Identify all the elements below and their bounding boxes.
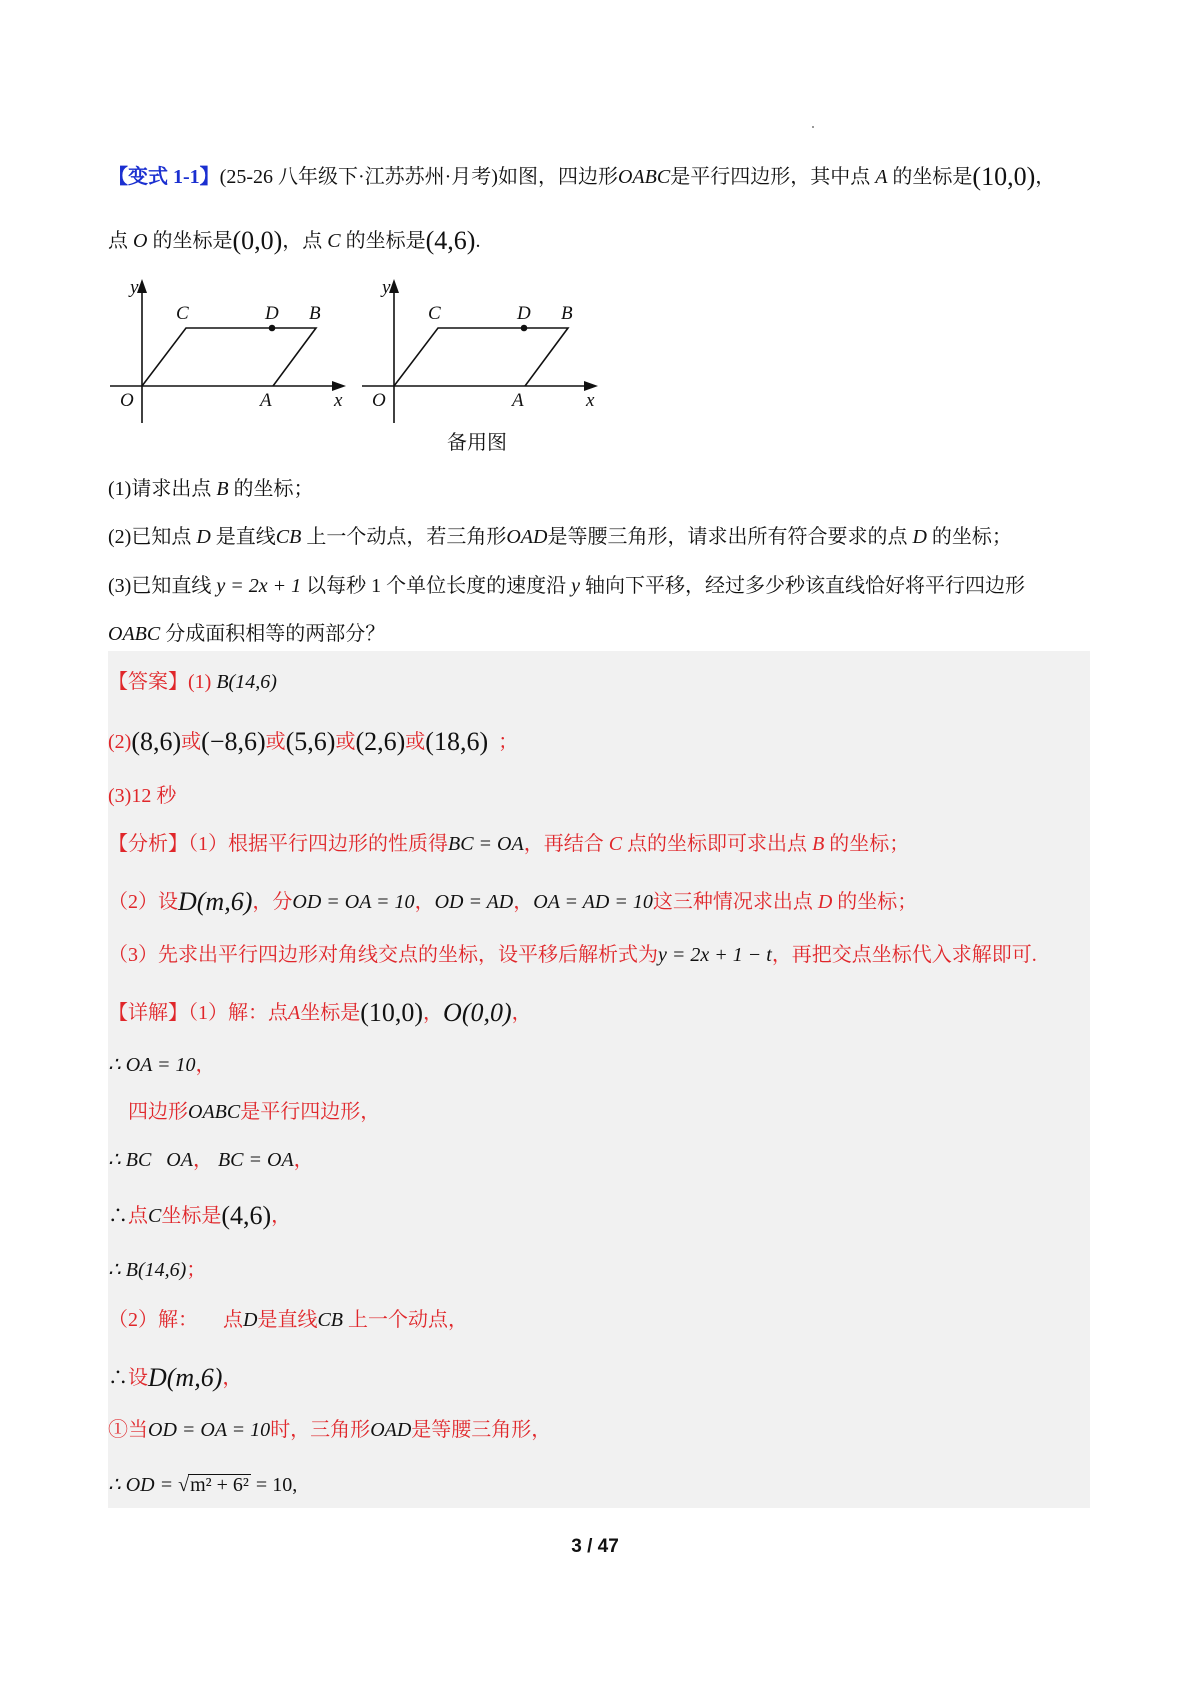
var: CB [317, 1309, 344, 1331]
label-O-2: O [372, 390, 386, 411]
coord: (10,0) [360, 998, 424, 1027]
label-y: y [130, 277, 139, 298]
coord: O(0,0) [443, 998, 512, 1027]
equation: ∴ OA = 10 [108, 1054, 196, 1076]
text: 是等腰三角形， [411, 1419, 552, 1441]
equation: OD = AD [434, 891, 514, 913]
text: ， [271, 1205, 292, 1227]
text: 是等腰三角形，请求出所有符合要求的点 [547, 526, 908, 548]
var: CB [275, 526, 302, 548]
analysis-tag: 【分析】 [108, 833, 188, 855]
text: 或 [405, 731, 426, 753]
label-O: O [120, 390, 134, 411]
answer-tag: 【答案】 [108, 671, 188, 693]
text: （2）解： [108, 1309, 198, 1331]
analysis-line-1 [108, 834, 909, 854]
text: 是直线 [257, 1309, 318, 1331]
problem-line-1 [108, 164, 1055, 190]
equation: OA [166, 1149, 193, 1171]
text: 的坐标； [233, 478, 314, 500]
text: 坐标是 [300, 1002, 361, 1024]
text: ， [192, 1149, 213, 1171]
detail-line-7 [108, 1310, 468, 1330]
var: OABC [188, 1101, 241, 1123]
text: ， [513, 891, 534, 913]
text: 或 [181, 731, 202, 753]
var: B [812, 833, 825, 855]
label-C: C [176, 303, 189, 324]
text: ，分 [252, 891, 293, 913]
answer-value: (5,6) [285, 727, 336, 756]
radicand: m² + 6² [190, 1474, 249, 1496]
text: (2) [108, 731, 132, 753]
equation: BC = OA [448, 833, 524, 855]
var: OAD [370, 1419, 412, 1441]
text: 点的坐标即可求出点 [627, 833, 808, 855]
equation: OD = OA = 10 [292, 891, 415, 913]
text: ， [293, 1149, 314, 1171]
answer-value: (18,6) [425, 727, 489, 756]
label-B-2: B [561, 303, 573, 324]
detail-line-8 [108, 1365, 242, 1391]
label-B: B [309, 303, 321, 324]
text: 或 [335, 731, 356, 753]
label-x: x [334, 390, 343, 411]
analysis-line-3 [108, 945, 1037, 965]
answer-value: (8,6) [131, 727, 182, 756]
var: C [327, 230, 341, 252]
answer-line-2 [108, 729, 518, 755]
text: 以每秒 1 个单位长度的速度沿 [306, 575, 567, 597]
text: 分成面积相等的两部分？ [165, 623, 386, 645]
text: 四边形 [128, 1101, 188, 1123]
equation: D(m,6) [148, 1363, 223, 1392]
problem-line-2 [108, 228, 480, 254]
text: 上一个动点， [348, 1309, 469, 1331]
analysis-line-2 [108, 889, 917, 915]
text: 如图，四边形 [497, 166, 618, 188]
var: OABC [617, 166, 671, 188]
text: 的坐标； [837, 891, 918, 913]
equation: y = 2x + 1 − t [658, 944, 772, 966]
text: ， [1035, 166, 1056, 188]
question-1 [108, 479, 314, 499]
text: ， [222, 1367, 243, 1389]
answer-value: (2,6) [355, 727, 406, 756]
text: 坐标是 [161, 1205, 222, 1227]
var: OAD [506, 526, 548, 548]
text: （1）根据平行四边形的性质得 [188, 833, 448, 855]
problem-source: (25-26 八年级下·江苏苏州·月考) [219, 166, 498, 188]
q-num: (3) [108, 575, 132, 597]
text: ， [414, 891, 435, 913]
text: 上一个动点，若三角形 [306, 526, 507, 548]
page-number: 3 / 47 [571, 1536, 619, 1557]
detail-line-2 [108, 1055, 216, 1075]
text: ，再结合 [523, 833, 604, 855]
var: D [817, 891, 833, 913]
figure-left [110, 279, 346, 423]
text: （1）解：点 [188, 1002, 288, 1024]
text: ， [423, 1002, 444, 1024]
answer-value: B(14,6) [216, 671, 277, 693]
equation: ∴ OD = [108, 1474, 179, 1496]
detail-line-5 [108, 1203, 291, 1229]
question-3 [108, 576, 1025, 596]
label-C-2: C [428, 303, 441, 324]
text: 的坐标是 [892, 166, 973, 188]
var: D [912, 526, 927, 548]
question-3-cont [108, 624, 385, 644]
text: （3）先求出平行四边形对角线交点的坐标，设平移后解析式为 [108, 944, 658, 966]
label-y-2: y [382, 277, 391, 298]
equation: OA = AD = 10 [533, 891, 653, 913]
var: B [216, 478, 229, 500]
text: ； [498, 731, 519, 753]
text: 轴向下平移，经过多少秒该直线恰好将平行四边形 [584, 575, 1025, 597]
text: ； [186, 1259, 207, 1281]
var: C [148, 1205, 162, 1227]
detail-line-3 [128, 1102, 380, 1122]
q-num: (2) [108, 526, 132, 548]
text: 的坐标是 [152, 230, 233, 252]
coord: (0,0) [232, 226, 283, 255]
text: 是平行四边形，其中点 [670, 166, 871, 188]
parallelogram-figures [102, 275, 622, 425]
text: 点 [223, 1309, 243, 1331]
equation: = 10, [250, 1474, 298, 1496]
q-num: (1) [108, 478, 132, 500]
detail-tag: 【详解】 [108, 1002, 188, 1024]
question-2 [108, 527, 1012, 547]
detail-line-6 [108, 1260, 206, 1280]
text: ①当 [108, 1419, 148, 1441]
problem-tag: 【变式 1-1】 [108, 166, 220, 188]
equation: ∴ BC [108, 1149, 152, 1171]
text: (1) [188, 671, 212, 693]
text: 点 [128, 1205, 148, 1227]
detail-line-4 [108, 1150, 314, 1170]
equation: y = 2x + 1 [216, 575, 302, 597]
equation: BC = OA [217, 1149, 294, 1171]
var: D [196, 526, 211, 548]
text: . [475, 230, 481, 252]
text: ∴ [108, 1205, 128, 1227]
stray-mark [812, 126, 814, 128]
text: 或 [265, 731, 286, 753]
var: OABC [108, 623, 161, 645]
figure-right [362, 279, 598, 423]
text: ， [511, 1002, 532, 1024]
text: 已知直线 [131, 575, 212, 597]
detail-line-10: ∴ OD = √m² + 6² = 10, [108, 1474, 298, 1496]
var: O [133, 230, 148, 252]
var: C [608, 833, 623, 855]
var: D [243, 1309, 258, 1331]
answer-line-1 [108, 672, 277, 692]
detail-line-9 [108, 1420, 551, 1440]
equation: D(m,6) [178, 887, 253, 916]
text: ，点 [282, 230, 323, 252]
text: 时，三角形 [270, 1419, 371, 1441]
answer-value: (−8,6) [201, 727, 266, 756]
text: 已知点 [131, 526, 192, 548]
solution-box [108, 651, 1090, 1508]
text: 设 [128, 1367, 148, 1389]
text: 的坐标是 [345, 230, 426, 252]
figure-caption: 备用图 [447, 432, 507, 454]
answer-line-3: (3)12 秒 [108, 785, 177, 807]
label-x-2: x [586, 390, 595, 411]
label-A-2: A [512, 390, 524, 411]
text: ，再把交点坐标代入求解即可. [771, 944, 1037, 966]
label-A: A [260, 390, 272, 411]
text: 这三种情况求出点 [652, 891, 813, 913]
text: 点 [108, 230, 128, 252]
equation: OD = OA = 10 [148, 1419, 271, 1441]
text: 的坐标； [931, 526, 1012, 548]
equation: ∴ B(14,6) [108, 1259, 187, 1281]
text: ∴ [108, 1367, 128, 1389]
coord: (4,6) [425, 226, 476, 255]
text: 是直线 [215, 526, 276, 548]
label-D: D [265, 303, 279, 324]
label-D-2: D [517, 303, 531, 324]
text: ， [195, 1054, 216, 1076]
detail-line-1 [108, 1000, 532, 1026]
coord: (10,0) [972, 162, 1036, 191]
var: A [288, 1002, 301, 1024]
text: 是平行四边形， [240, 1101, 381, 1123]
text: 的坐标； [829, 833, 910, 855]
var: A [875, 166, 888, 188]
text: 请求出点 [131, 478, 212, 500]
coord: (4,6) [221, 1201, 272, 1230]
var: y [571, 575, 580, 597]
text: （2）设 [108, 891, 178, 913]
